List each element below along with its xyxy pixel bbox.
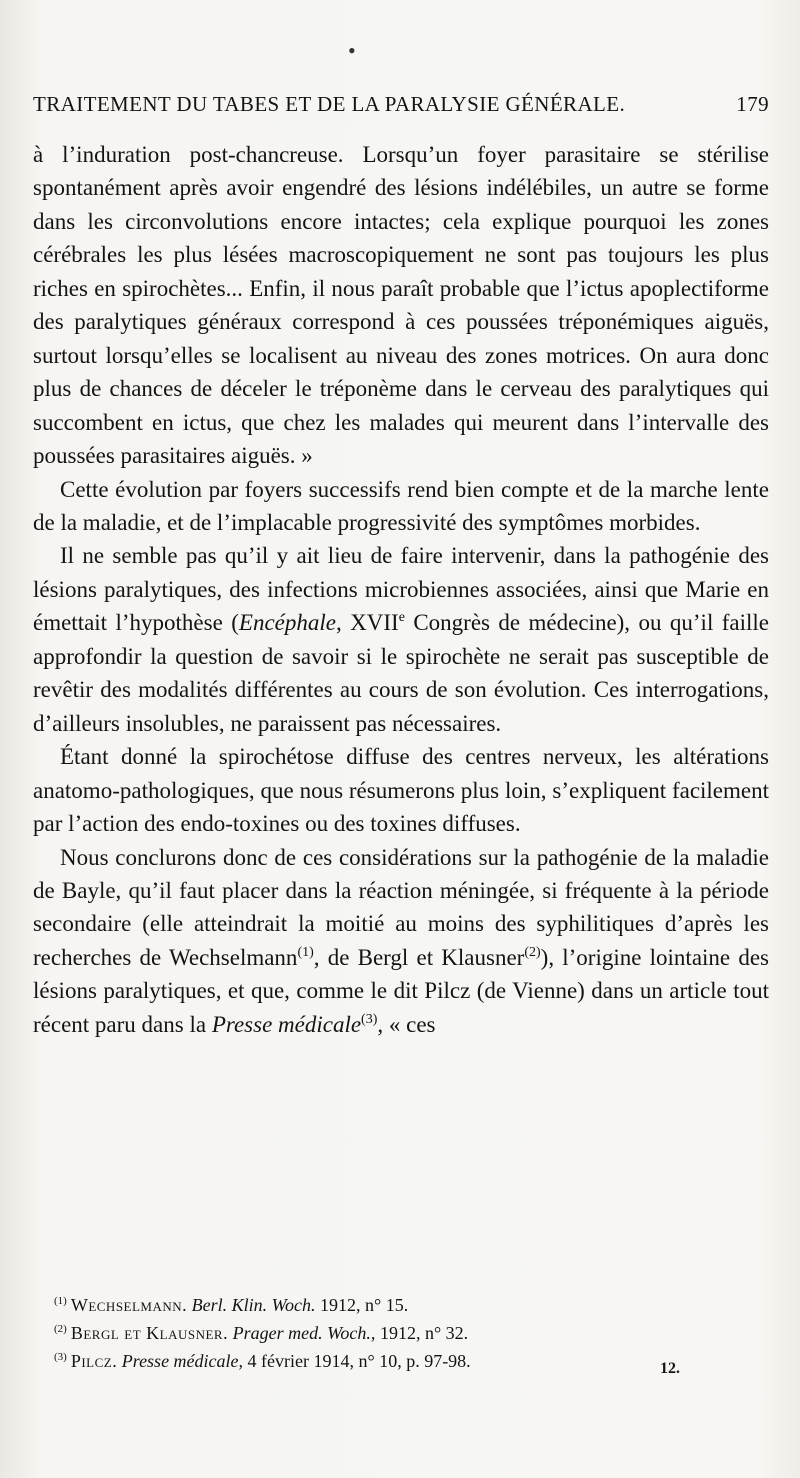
- footnote-mark: (2): [54, 1323, 67, 1335]
- page-edge-mark: •: [348, 38, 356, 63]
- footnote-author: Pilcz.: [70, 1351, 118, 1371]
- footnote-1: [54, 1291, 754, 1319]
- footnote-ref-3[interactable]: (3): [361, 1011, 378, 1027]
- paragraph-3-ref-tail: , XVII: [335, 610, 399, 636]
- paragraph-2: Cette évolution par foyers successifs rend bien compte et de la marche lente de la maladie, et de l’implacable progressivité des symptômes morbides.: [33, 476, 769, 535]
- footnote-ref-1[interactable]: (1): [297, 944, 314, 960]
- footnote-journal: Berl. Klin. Woch.: [191, 1295, 316, 1315]
- paragraph-5-text-4: , « ces: [377, 1011, 436, 1037]
- paragraph-1: à l’induration post-chancreuse. Lorsqu’un foyer parasitaire se stérilise spontanément après avoir engendré des lésions indélébiles, un autre se forme dans les circonvolutions encore intactes; cela explique pourquoi les zones cérébrales les plus lésées macroscopiquement ne sont pas toujours les plus riches en spirochètes... Enfin, il nous paraît probable que l’ictus apoplectiforme des paralytiques généraux correspond à ces poussées tréponémiques aiguës, surtout lorsqu’elles se localisent au niveau des zones motrices. On aura donc plus de chances de déceler le tréponème dans le cerveau des paralytiques qui succombent en ictus, que chez les malades qui meurent dans l’intervalle des poussées parasitaires aiguës. »: [33, 142, 769, 469]
- footnote-mark: (1): [54, 1295, 67, 1307]
- paragraph-5-text-3: ), l’origine lointaine des lésions paralytiques, et que, comme le dit Pilcz (de Vienne) dans un article tout récent paru dans la: [33, 944, 769, 1037]
- paragraph-3-text: Il ne semble pas qu’il y ait lieu de faire intervenir, dans la pathogénie des lésions paralytiques, des infections microbiennes associées, ainsi que Marie en émettait l’hypothèse (: [33, 543, 769, 636]
- footnote-3: [54, 1347, 754, 1375]
- footnote-details: 1912, n° 32.: [375, 1323, 469, 1343]
- paragraph-3-reference: Encéphale: [238, 610, 336, 636]
- footnote-journal: Presse médicale,: [121, 1351, 244, 1371]
- footnote-details: 4 février 1914, n° 10, p. 97-98.: [243, 1351, 471, 1371]
- footnote-journal: Prager med. Woch.,: [232, 1323, 376, 1343]
- running-header: [33, 92, 769, 122]
- paragraph-5: [33, 841, 769, 1042]
- footnotes: [54, 1291, 754, 1375]
- footnote-author: Bergl et Klausner.: [70, 1323, 229, 1343]
- footnote-ref-2[interactable]: (2): [524, 944, 541, 960]
- page-number: 179: [736, 92, 769, 116]
- running-header-title: TRAITEMENT DU TABES ET DE LA PARALYSIE GÉNÉRALE.: [33, 92, 626, 116]
- paragraph-4: Étant donné la spirochétose diffuse des centres nerveux, les altérations anatomo-pathologiques, que nous résumerons plus loin, s’expliquent facilement par l’action des endo-toxines ou des toxines diffuses.: [33, 744, 769, 837]
- paragraph-3-superscript: e: [398, 610, 405, 626]
- footnote-2: [54, 1319, 754, 1347]
- footnote-details: 1912, n° 15.: [315, 1295, 409, 1315]
- footnote-author: Wechselmann.: [70, 1295, 188, 1315]
- body-text: [33, 138, 769, 1041]
- paragraph-5-journal: Presse médicale: [211, 1011, 362, 1037]
- paragraph-5-text-2: , de Bergl et Klausner: [313, 944, 525, 970]
- paragraph-5-text-1: Nous conclurons donc de ces considérations sur la pathogénie de la maladie de Bayle, qu’il faut placer dans la réaction méningée, si fréquente à la période secondaire (elle atteindrait la moitié au moins des syphilitiques d’après les recherches de Wechselmann: [33, 844, 769, 970]
- signature-mark: 12.: [660, 1360, 680, 1377]
- footnote-mark: (3): [54, 1351, 67, 1363]
- paragraph-3: [33, 539, 769, 740]
- paragraph-3-text-end: Congrès de médecine), ou qu’il faille approfondir la question de savoir si le spirochète ne serait pas susceptible de revêtir des modalités différentes au cours de son évolution. Ces interrogations, d’ailleurs insolubles, ne paraissent pas nécessaires.: [33, 610, 770, 736]
